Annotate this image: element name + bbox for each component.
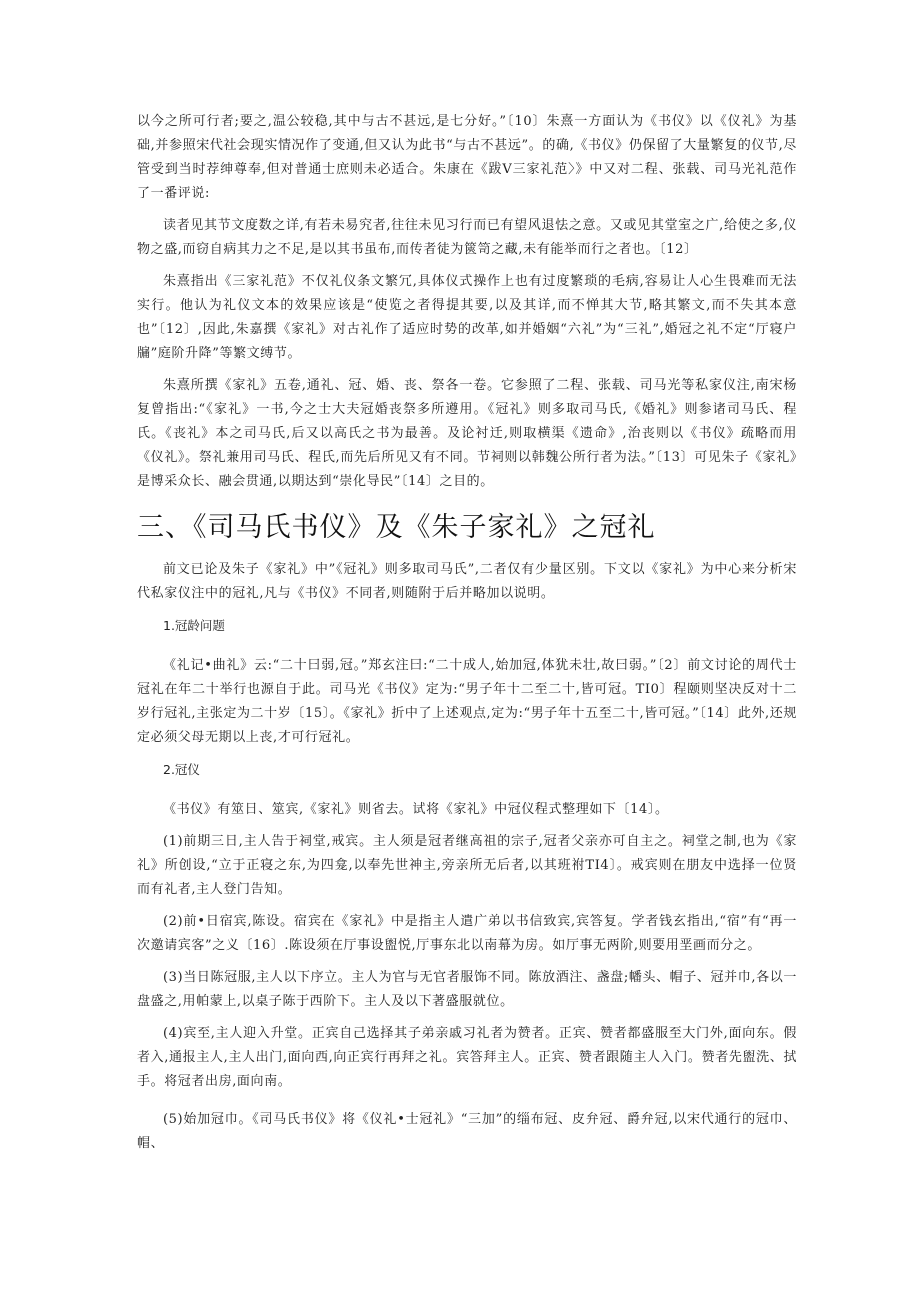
subheading-ceremony: 2.冠仪 — [163, 762, 200, 777]
age-paragraph: 《礼记•曲礼》云:“二十曰弱,冠。”郑玄注曰:“二十成人,始加冠,体犹未壮,故曰弱。”〔2〕前文讨论的周代士冠礼在年二十举行也源自于此。司马光《书仪》定为:“男子年十二至二十,皆可冠。TI0〕程颐则坚决反对十二岁行冠礼,主张定为二十岁〔15〕。《家礼》折中了上述观点,定为:“男子年十五至二十,皆可冠。”〔14〕此外,还规定必须父母无期以上丧,才可行冠礼。 — [137, 658, 797, 745]
section-heading: 三、《司马氏书仪》及《朱子家礼》之冠礼 — [137, 512, 656, 543]
paragraph-3: 朱熹指出《三家礼范》不仅礼仪条文繁冗,具体仪式操作上也有过度繁琐的毛病,容易让人心生畏难而无法实行。他认为礼仪文本的效果应该是“使览之者得提其要,以及其详,而不惮其大节,略其繁文,而不失其本意也”〔12〕,因此,朱嘉撰《家礼》对古礼作了适应时势的改革,如并婚姻“六礼”为“三礼”,婚冠之礼不定“厅寝户牖”庭阶升降”等繁文缚节。 — [137, 274, 797, 361]
step-4: (4)宾至,主人迎入升堂。正宾自己选择其子弟亲戚习礼者为赞者。正宾、赞者都盛服至大门外,面向东。假者入,通报主人,主人出门,面向西,向正宾行再拜之礼。宾答拜主人。正宾、赞者跟随主人入门。赞者先盥洗、拭手。将冠者出房,面向南。 — [137, 1026, 797, 1089]
step-2: (2)前•日宿宾,陈设。宿宾在《家礼》中是指主人遣广弟以书信致宾,宾答复。学者钱玄指出,“宿”有“再一次邀请宾客”之义〔16〕.陈设须在厅事设盥悦,厅事东北以南幕为房。如厅事无两阶,则要用垩画而分之。 — [137, 914, 797, 953]
quote-paragraph: 读者见其节文度数之详,有若未易究者,往往未见习行而已有望风退怯之意。又或见其堂室之广,给使之多,仪物之盛,而窃自病其力之不足,是以其书虽布,而传者徒为篋笥之藏,未有能举而行之者也。〔12〕 — [137, 218, 797, 257]
step-3: (3)当日陈冠服,主人以下序立。主人为官与无官者服饰不同。陈放酒注、盏盘;幡头、帽子、冠并巾,各以一盘盛之,用帕蒙上,以桌子陈于西阶下。主人及以下著盛服就位。 — [137, 970, 797, 1009]
intro-paragraph: 前文已论及朱子《家礼》中”《冠礼》则多取司马氏”,二者仅有少量区别。下文以《家礼》为中心来分析宋代私家仪注中的冠礼,凡与《书仪》不同者,则随附于后并略加以说明。 — [137, 562, 797, 601]
subheading-age: 1.冠龄问题 — [163, 618, 225, 633]
ceremony-intro: 《书仪》有筮日、筮宾,《家礼》则省去。试将《家礼》中冠仪程式整理如下〔14〕。 — [163, 802, 669, 817]
step-1: (1)前期三日,主人告于祠堂,戒宾。主人须是冠者继高祖的宗子,冠者父亲亦可自主之。祠堂之制,也为《家礼》所创设,“立于正寝之东,为四龛,以奉先世神主,旁亲所无后者,以其班祔TI4〕。戒宾则在朋友中选择一位贤而有礼者,主人登门告知。 — [137, 834, 797, 897]
paragraph-4: 朱熹所撰《家礼》五卷,通礼、冠、婚、丧、祭各一卷。它参照了二程、张载、司马光等私家仪注,南宋杨复曾指出:“《家礼》一书,今之士大夫冠婚丧祭多所遵用。《冠礼》则多取司马氏,《婚礼》则参诸司马氏、程氏。《丧礼》本之司马氏,后又以高氏之书为最善。及论衬迁,则取横渠《遗命》,治丧则以《书仪》疏略而用《仪礼》。祭礼兼用司马氏、程氏,而先后所见又有不同。节祠则以韩魏公所行者为法。”〔13〕可见朱子《家礼》是博采众长、融会贯通,以期达到“崇化导民”〔14〕之目的。 — [137, 378, 797, 489]
step-5: (5)始加冠巾。《司马氏书仪》将《仪礼•士冠礼》“三加”的缁布冠、皮弁冠、爵弁冠,以宋代通行的冠巾、帽、 — [137, 1112, 797, 1151]
document-page — [137, 110, 797, 1164]
paragraph-1: 以今之所可行者;要之,温公较稳,其中与古不甚远,是七分好。”〔10〕朱熹一方面认为《书仪》以《仪礼》为基础,并参照宋代社会现实情况作了变通,但又认为此书“与古不甚远”。的确,《书仪》仍保留了大量繁复的仪节,尽管受到当时荐绅尊奉,但对普通士庶则未必适合。朱康在《跋Ⅴ三家礼范〉》中又对二程、张载、司马光礼范作了一番评说: — [137, 114, 797, 201]
